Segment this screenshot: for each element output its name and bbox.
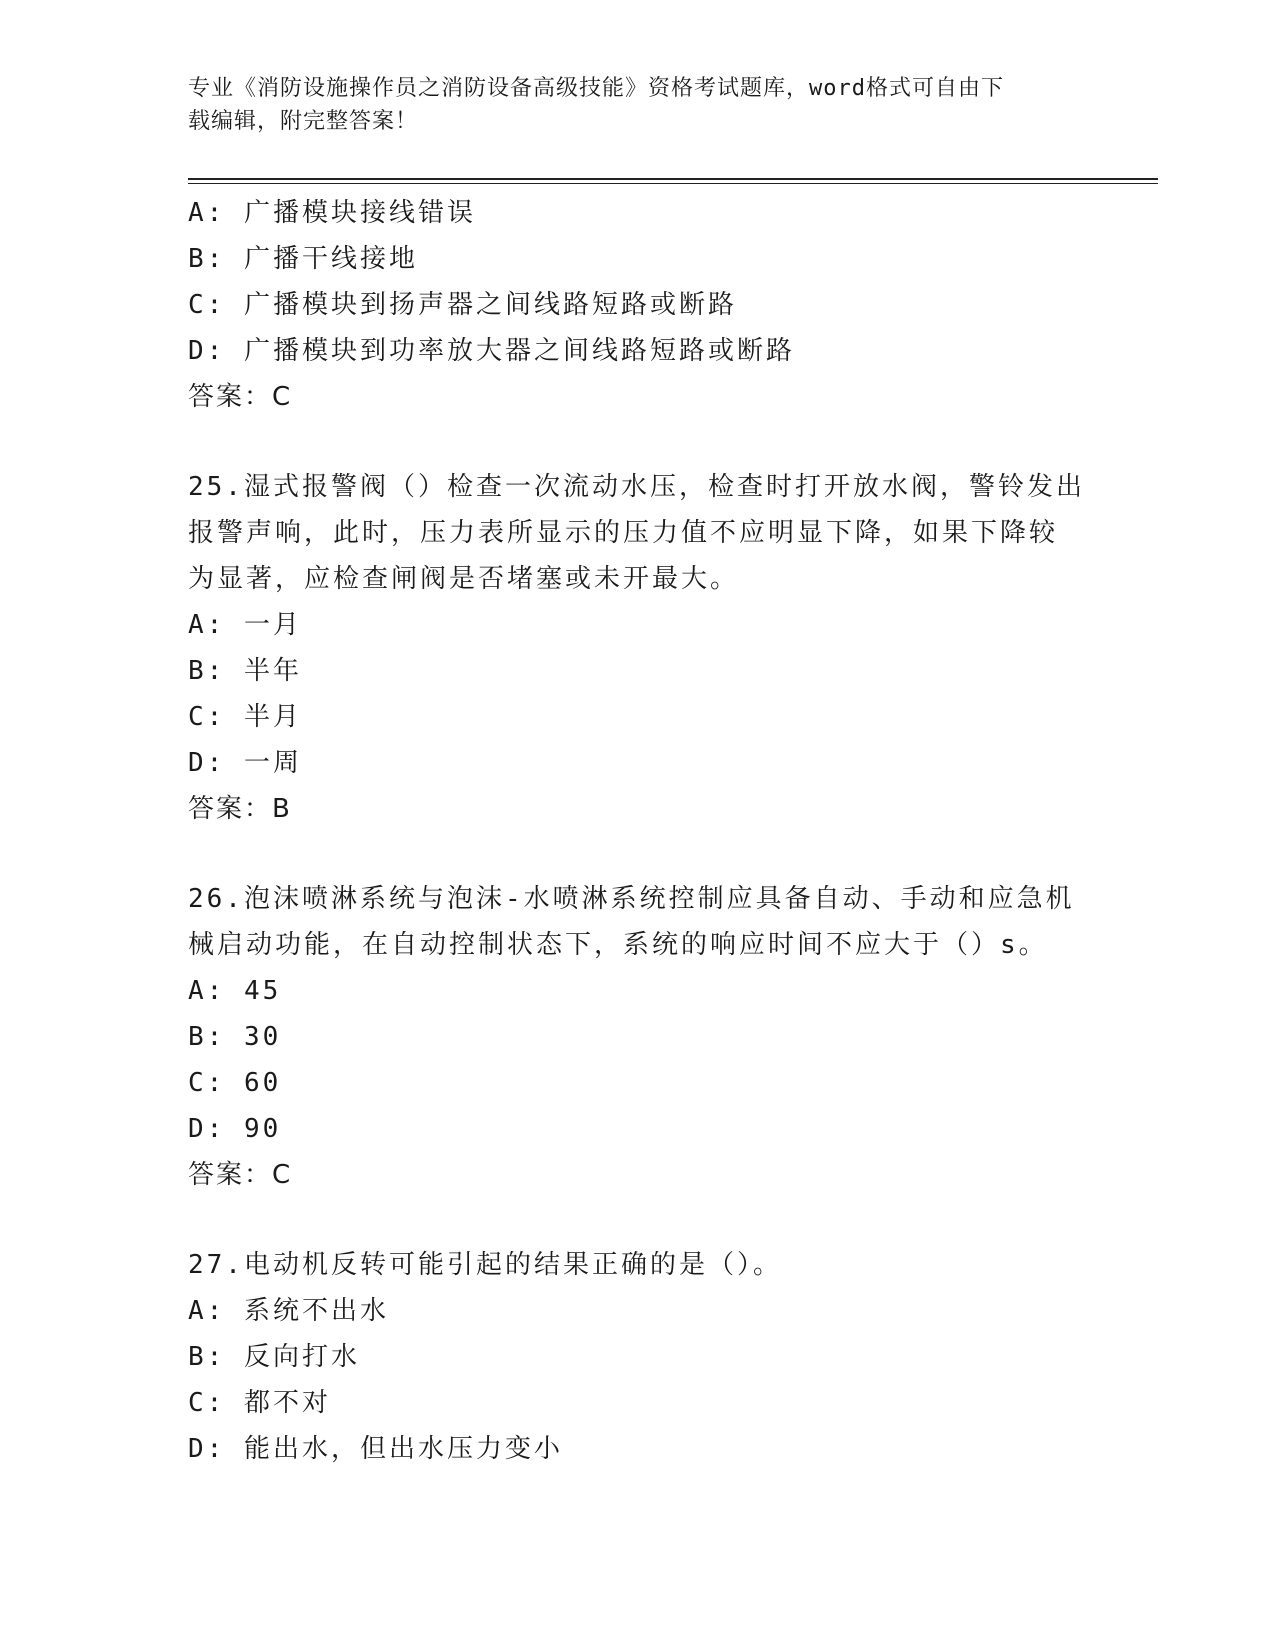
question-24	[188, 190, 1088, 420]
option-c: C: 60	[188, 1068, 282, 1098]
option-b: B: 半年	[188, 656, 302, 686]
question-25	[188, 464, 1088, 832]
option-d: D: 一周	[188, 748, 302, 778]
question-list	[188, 190, 1088, 1472]
question-spacer	[188, 832, 1088, 876]
header-divider-thin	[188, 183, 1158, 184]
question-spacer	[188, 420, 1088, 464]
question-stem-line-1: 25.湿式报警阀（）检查一次流动水压，检查时打开放水阀，警铃发出	[188, 472, 1085, 502]
answer-line: 答案：B	[188, 794, 292, 824]
question-27	[188, 1242, 1088, 1472]
option-c: C: 半月	[188, 702, 302, 732]
question-stem-line-1: 26.泡沫喷淋系统与泡沫-水喷淋系统控制应具备自动、手动和应急机	[188, 884, 1075, 914]
question-spacer	[188, 1198, 1088, 1242]
option-b: B: 广播干线接地	[188, 244, 418, 274]
option-a: A: 一月	[188, 610, 302, 640]
question-stem-line-3: 为显著，应检查闸阀是否堵塞或未开最大。	[188, 564, 740, 594]
document-header	[188, 72, 1068, 138]
question-stem-line-2: 械启动功能，在自动控制状态下，系统的响应时间不应大于（）s。	[188, 930, 1048, 960]
answer-line: 答案：C	[188, 382, 293, 412]
option-c: C: 广播模块到扬声器之间线路短路或断路	[188, 290, 737, 320]
question-stem-line-2: 报警声响，此时，压力表所显示的压力值不应明显下降，如果下降较	[188, 518, 1059, 548]
option-a: A: 系统不出水	[188, 1296, 389, 1326]
option-b: B: 30	[188, 1022, 282, 1052]
option-a: A: 广播模块接线错误	[188, 198, 476, 228]
option-b: B: 反向打水	[188, 1342, 360, 1372]
option-d: D: 能出水，但出水压力变小	[188, 1434, 563, 1464]
header-text-line-1: 专业《消防设施操作员之消防设备高级技能》资格考试题库，word格式可自由下	[188, 76, 1004, 101]
question-26	[188, 876, 1088, 1198]
option-d: D: 90	[188, 1114, 282, 1144]
question-stem-line-1: 27.电动机反转可能引起的结果正确的是（）。	[188, 1250, 782, 1280]
option-a: A: 45	[188, 976, 282, 1006]
header-divider-thick	[188, 178, 1158, 180]
option-d: D: 广播模块到功率放大器之间线路短路或断路	[188, 336, 795, 366]
answer-line: 答案：C	[188, 1160, 293, 1190]
header-text-line-2: 载编辑，附完整答案！	[188, 109, 419, 134]
option-c: C: 都不对	[188, 1388, 331, 1418]
